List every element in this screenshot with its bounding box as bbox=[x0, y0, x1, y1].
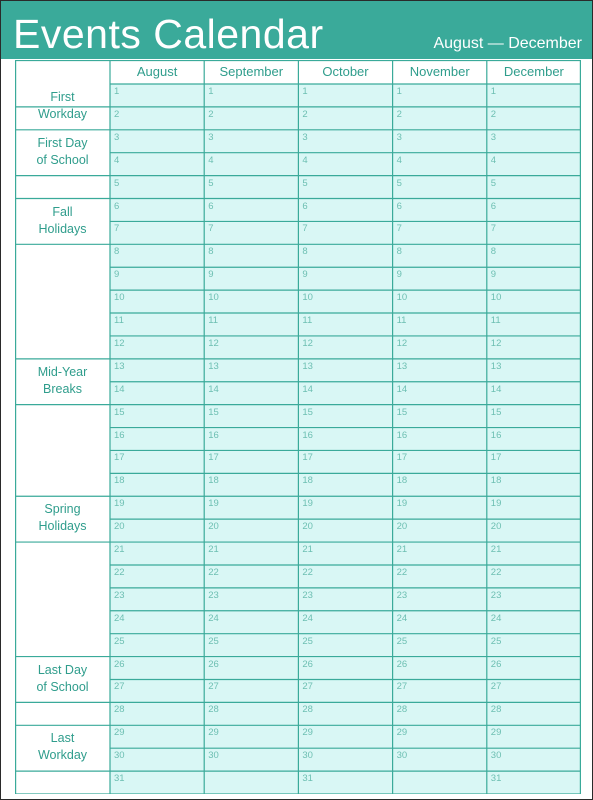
day-number: 17 bbox=[396, 452, 408, 464]
event-label-mid-year-breaks bbox=[15, 364, 110, 398]
day-number: 24 bbox=[302, 612, 313, 624]
day-number: 16 bbox=[208, 429, 219, 441]
day-number: 21 bbox=[114, 544, 125, 556]
day-number: 8 bbox=[208, 246, 214, 258]
day-number: 9 bbox=[114, 269, 120, 281]
day-number: 29 bbox=[490, 727, 502, 739]
day-number: 5 bbox=[490, 177, 497, 189]
day-number: 19 bbox=[208, 498, 219, 510]
day-number: 4 bbox=[208, 154, 214, 166]
day-number: 11 bbox=[490, 315, 501, 327]
day-number: 6 bbox=[490, 200, 497, 212]
day-number: 22 bbox=[302, 566, 313, 578]
day-number: 14 bbox=[302, 383, 313, 395]
day-number: 28 bbox=[114, 704, 125, 716]
day-number: 19 bbox=[302, 498, 313, 510]
day-number: 14 bbox=[208, 383, 219, 395]
day-number: 23 bbox=[302, 589, 313, 601]
event-label-last-day-of-school bbox=[15, 662, 110, 696]
day-number: 6 bbox=[208, 200, 214, 212]
day-number: 23 bbox=[490, 589, 502, 601]
event-label-line: First Day bbox=[37, 135, 88, 150]
day-number: 19 bbox=[114, 498, 125, 510]
day-number: 21 bbox=[208, 544, 219, 556]
day-number: 27 bbox=[490, 681, 502, 693]
day-number: 12 bbox=[396, 337, 408, 349]
day-number: 31 bbox=[114, 773, 125, 785]
day-number: 30 bbox=[396, 750, 408, 762]
day-number: 15 bbox=[490, 406, 502, 418]
day-number: 18 bbox=[208, 475, 219, 487]
day-number: 3 bbox=[490, 131, 497, 143]
title-banner bbox=[1, 1, 592, 59]
day-number: 10 bbox=[302, 292, 313, 304]
day-number: 15 bbox=[396, 406, 408, 418]
day-number: 5 bbox=[396, 177, 402, 189]
day-number: 6 bbox=[396, 200, 402, 212]
day-number: 1 bbox=[396, 86, 402, 97]
day-number: 17 bbox=[114, 452, 125, 464]
day-number: 23 bbox=[114, 589, 125, 601]
day-number: 31 bbox=[302, 773, 313, 785]
day-number: 26 bbox=[490, 658, 502, 670]
day-number: 16 bbox=[114, 429, 125, 441]
day-number: 5 bbox=[208, 177, 214, 189]
event-label-line: of School bbox=[36, 679, 89, 694]
day-number: 25 bbox=[490, 635, 502, 647]
day-number: 21 bbox=[490, 544, 502, 556]
day-number: 22 bbox=[490, 566, 502, 578]
day-number: 26 bbox=[114, 658, 125, 670]
day-number: 9 bbox=[208, 269, 214, 281]
day-number: 20 bbox=[114, 521, 125, 533]
day-number: 9 bbox=[490, 269, 497, 281]
day-number: 21 bbox=[302, 544, 313, 556]
event-label-last-workday bbox=[15, 730, 110, 764]
day-number: 25 bbox=[208, 635, 219, 647]
day-number: 24 bbox=[114, 612, 125, 624]
event-label-spring-holidays bbox=[15, 501, 110, 535]
day-number: 22 bbox=[114, 566, 125, 578]
day-number: 22 bbox=[208, 566, 219, 578]
day-number: 27 bbox=[302, 681, 313, 693]
day-cells-fill bbox=[110, 84, 581, 794]
event-label-line: Breaks bbox=[43, 381, 82, 396]
day-number: 6 bbox=[302, 200, 308, 212]
event-label-line: Spring bbox=[44, 502, 81, 517]
day-number: 16 bbox=[490, 429, 502, 441]
event-label-line: Holidays bbox=[38, 221, 87, 236]
day-number: 28 bbox=[396, 704, 408, 716]
day-number: 30 bbox=[114, 750, 125, 762]
day-number: 1 bbox=[208, 86, 214, 97]
day-number: 4 bbox=[490, 154, 497, 166]
day-number: 6 bbox=[114, 200, 120, 212]
day-number: 21 bbox=[396, 544, 408, 556]
day-number: 2 bbox=[114, 108, 120, 120]
day-number: 25 bbox=[114, 635, 125, 647]
day-number: 27 bbox=[208, 681, 219, 693]
event-label-line: of School bbox=[36, 152, 89, 167]
day-number: 11 bbox=[302, 315, 313, 327]
date-range-subtitle: August — December bbox=[433, 35, 582, 52]
day-number: 5 bbox=[114, 177, 120, 189]
day-number: 15 bbox=[208, 406, 219, 418]
day-number: 26 bbox=[208, 658, 219, 670]
day-number: 29 bbox=[396, 727, 408, 739]
day-number: 2 bbox=[208, 108, 214, 120]
day-number: 5 bbox=[302, 177, 308, 189]
day-number: 3 bbox=[208, 131, 214, 143]
day-number: 18 bbox=[302, 475, 313, 487]
day-number: 10 bbox=[490, 292, 502, 304]
day-number: 15 bbox=[114, 406, 125, 418]
day-number: 19 bbox=[396, 498, 408, 510]
day-number: 22 bbox=[396, 566, 408, 578]
month-header-august: August bbox=[136, 64, 178, 79]
day-number: 29 bbox=[208, 727, 219, 739]
month-header-november: November bbox=[409, 64, 470, 79]
day-number: 16 bbox=[302, 429, 313, 441]
event-label-line: Mid-Year bbox=[37, 364, 88, 379]
day-number: 14 bbox=[114, 383, 125, 395]
day-number: 9 bbox=[396, 269, 402, 281]
day-number: 1 bbox=[114, 86, 120, 97]
day-number: 13 bbox=[114, 360, 125, 372]
day-number: 3 bbox=[396, 131, 402, 143]
day-number: 17 bbox=[208, 452, 219, 464]
event-label-line: Workday bbox=[37, 748, 88, 763]
month-header-december: December bbox=[503, 64, 564, 79]
day-number: 4 bbox=[396, 154, 402, 166]
day-number: 17 bbox=[302, 452, 313, 464]
day-number: 11 bbox=[208, 315, 219, 327]
event-label-first-day-of-school bbox=[15, 135, 110, 169]
day-number: 4 bbox=[302, 154, 308, 166]
event-label-line: Last bbox=[50, 731, 75, 746]
day-number: 14 bbox=[396, 383, 408, 395]
day-number: 18 bbox=[396, 475, 408, 487]
day-number: 24 bbox=[396, 612, 408, 624]
day-number: 11 bbox=[396, 315, 407, 327]
month-header-october: October bbox=[322, 64, 369, 79]
day-number: 23 bbox=[396, 589, 408, 601]
day-number: 1 bbox=[490, 86, 497, 97]
day-number: 24 bbox=[208, 612, 219, 624]
day-number: 12 bbox=[114, 337, 125, 349]
day-number: 31 bbox=[490, 773, 502, 785]
day-number: 13 bbox=[208, 360, 219, 372]
event-label-first-workday bbox=[15, 89, 110, 123]
day-number: 7 bbox=[396, 223, 402, 235]
day-number: 10 bbox=[208, 292, 219, 304]
day-number: 7 bbox=[208, 223, 214, 235]
event-label-line: Holidays bbox=[38, 519, 87, 534]
day-number: 4 bbox=[114, 154, 120, 166]
day-number: 10 bbox=[396, 292, 408, 304]
day-number: 3 bbox=[114, 131, 120, 143]
day-number: 9 bbox=[302, 269, 308, 281]
day-number: 2 bbox=[396, 108, 402, 120]
day-number: 13 bbox=[302, 360, 313, 372]
day-number: 19 bbox=[490, 498, 502, 510]
event-label-line: Last Day bbox=[37, 662, 88, 677]
day-number: 8 bbox=[302, 246, 308, 258]
day-number: 10 bbox=[114, 292, 125, 304]
day-number: 7 bbox=[302, 223, 308, 235]
day-number: 12 bbox=[302, 337, 313, 349]
day-number: 12 bbox=[208, 337, 219, 349]
day-number: 20 bbox=[208, 521, 219, 533]
day-number: 20 bbox=[302, 521, 313, 533]
event-label-line: First bbox=[50, 90, 75, 104]
day-number: 28 bbox=[208, 704, 219, 716]
day-number: 18 bbox=[490, 475, 502, 487]
day-number: 12 bbox=[490, 337, 502, 349]
day-number: 11 bbox=[114, 315, 124, 327]
day-number: 1 bbox=[302, 86, 308, 97]
day-number: 7 bbox=[114, 223, 120, 235]
event-label-line: Fall bbox=[52, 204, 73, 219]
day-number: 8 bbox=[396, 246, 402, 258]
day-number: 30 bbox=[302, 750, 313, 762]
day-number: 3 bbox=[302, 131, 308, 143]
day-number: 16 bbox=[396, 429, 408, 441]
day-number: 7 bbox=[490, 223, 497, 235]
day-number: 13 bbox=[490, 360, 502, 372]
day-number: 20 bbox=[396, 521, 408, 533]
event-label-line: Workday bbox=[37, 107, 88, 121]
day-number: 28 bbox=[490, 704, 502, 716]
day-number: 26 bbox=[396, 658, 408, 670]
day-number: 25 bbox=[302, 635, 313, 647]
page-title: Events Calendar bbox=[13, 11, 324, 57]
day-number: 29 bbox=[114, 727, 125, 739]
day-number: 17 bbox=[490, 452, 502, 464]
day-number: 18 bbox=[114, 475, 125, 487]
day-number: 13 bbox=[396, 360, 408, 372]
day-number: 27 bbox=[396, 681, 408, 693]
day-number: 26 bbox=[302, 658, 313, 670]
day-number: 24 bbox=[490, 612, 502, 624]
day-number: 20 bbox=[490, 521, 502, 533]
day-number: 2 bbox=[302, 108, 308, 120]
day-number: 23 bbox=[208, 589, 219, 601]
day-number: 8 bbox=[114, 246, 120, 258]
day-number: 30 bbox=[490, 750, 502, 762]
day-number: 29 bbox=[302, 727, 313, 739]
day-number: 25 bbox=[396, 635, 408, 647]
calendar-grid bbox=[15, 60, 581, 794]
day-number: 2 bbox=[490, 108, 497, 120]
day-number: 30 bbox=[208, 750, 219, 762]
day-number: 8 bbox=[490, 246, 497, 258]
month-header-september: September bbox=[219, 64, 284, 79]
day-number: 27 bbox=[114, 681, 125, 693]
day-number: 15 bbox=[302, 406, 313, 418]
event-label-fall-holidays bbox=[15, 204, 110, 238]
day-number: 28 bbox=[302, 704, 313, 716]
day-number: 14 bbox=[490, 383, 502, 395]
